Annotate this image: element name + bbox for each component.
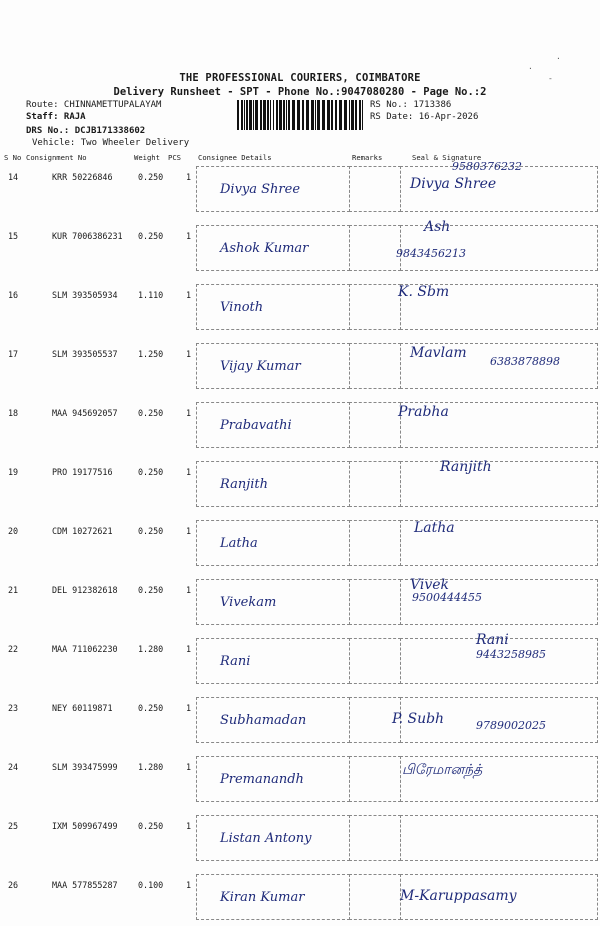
signature: பிரேமானந்த் (402, 762, 483, 778)
signature: Latha (414, 520, 455, 536)
table-row (0, 807, 600, 867)
remarks-box (349, 343, 401, 389)
remarks-box (349, 461, 401, 507)
barcode-bar (355, 100, 357, 130)
barcode-bar (273, 100, 274, 130)
table-row (0, 512, 600, 572)
barcode-bar (288, 100, 290, 130)
row-consignment: SLM 393475999 (52, 762, 118, 772)
row-weight: 0.250 (138, 172, 164, 182)
remarks-box (349, 874, 401, 920)
barcode-bar (255, 100, 258, 130)
row-weight: 0.250 (138, 585, 164, 595)
row-sno: 20 (8, 526, 19, 536)
row-sno: 16 (8, 290, 19, 300)
consignee-handwritten: Latha (220, 536, 258, 551)
signature-phone: 9500444455 (412, 591, 482, 604)
barcode-bar (331, 100, 333, 130)
consignee-handwritten: Ashok Kumar (220, 241, 309, 256)
signature-phone: 9843456213 (396, 247, 466, 260)
row-consignment: MAA 711062230 (52, 644, 118, 654)
row-pcs: 1 (186, 703, 192, 713)
row-pcs: 1 (186, 467, 192, 477)
consignee-handwritten: Divya Shree (220, 182, 301, 197)
signature-phone: 6383878898 (490, 355, 560, 368)
scan-speck: · (528, 64, 533, 73)
remarks-box (349, 284, 401, 330)
barcode-bar (246, 100, 248, 130)
row-consignment: KUR 7006386231 (52, 231, 123, 241)
remarks-box (349, 225, 401, 271)
row-pcs: 1 (186, 526, 192, 536)
barcode-bar (306, 100, 309, 130)
row-consignment: DEL 912382618 (52, 585, 118, 595)
row-sno: 26 (8, 880, 19, 890)
row-weight: 0.250 (138, 821, 164, 831)
company-title: THE PROFESSIONAL COURIERS, COIMBATORE (179, 72, 421, 84)
row-weight: 0.250 (138, 231, 164, 241)
barcode-bar (263, 100, 266, 130)
barcode-bar (322, 100, 325, 130)
barcode-bar (335, 100, 337, 130)
barcode-bar (302, 100, 304, 130)
barcode-bar (327, 100, 330, 130)
rs-number: RS No.: 1713386 (370, 100, 452, 110)
row-consignment: MAA 945692057 (52, 408, 118, 418)
row-consignment: IXM 509967499 (52, 821, 118, 831)
row-weight: 0.250 (138, 703, 164, 713)
row-consignment: SLM 393505537 (52, 349, 118, 359)
barcode-bar (339, 100, 342, 130)
row-pcs: 1 (186, 290, 192, 300)
signature-phone: 9580376232 (452, 160, 522, 173)
column-header-remarks: Remarks (352, 153, 383, 162)
barcode-bar (286, 100, 287, 130)
row-sno: 21 (8, 585, 19, 595)
column-header-consignment: Consignment No (26, 153, 87, 162)
row-sno: 22 (8, 644, 19, 654)
row-weight: 0.250 (138, 408, 164, 418)
row-sno: 15 (8, 231, 19, 241)
row-weight: 0.250 (138, 526, 164, 536)
consignee-handwritten: Premanandh (220, 772, 304, 787)
column-header-seal: Seal & Signature (412, 153, 482, 162)
signature-phone: 9443258985 (476, 648, 546, 661)
table-row (0, 217, 600, 277)
row-weight: 1.110 (138, 290, 164, 300)
row-consignment: NEY 60119871 (52, 703, 113, 713)
barcode-bar (283, 100, 285, 130)
remarks-box (349, 520, 401, 566)
table-row (0, 689, 600, 749)
signature: Divya Shree (410, 176, 497, 192)
barcode-bar (311, 100, 314, 130)
scan-speck: - (548, 74, 553, 83)
row-consignment: MAA 577855287 (52, 880, 118, 890)
table-row (0, 630, 600, 690)
consignee-handwritten: Vinoth (220, 300, 264, 315)
remarks-box (349, 579, 401, 625)
barcode-bar (292, 100, 295, 130)
barcode-bar (276, 100, 278, 130)
row-consignment: CDM 10272621 (52, 526, 113, 536)
row-consignment: SLM 393505934 (52, 290, 118, 300)
row-sno: 25 (8, 821, 19, 831)
row-consignment: PRO 19177516 (52, 467, 113, 477)
row-weight: 1.280 (138, 762, 164, 772)
column-header-sno: S No (4, 153, 22, 162)
barcode-bar (315, 100, 316, 130)
table-row (0, 394, 600, 454)
barcode-bar (279, 100, 282, 130)
barcode-bar (359, 100, 361, 130)
signature: Rani (476, 632, 509, 648)
barcode-bar (237, 100, 239, 130)
barcode-bar (349, 100, 350, 130)
row-pcs: 1 (186, 408, 192, 418)
barcode-bar (344, 100, 347, 130)
table-row (0, 158, 600, 218)
barcode-bar (362, 100, 363, 130)
signature: Mavlam (410, 345, 467, 361)
row-sno: 18 (8, 408, 19, 418)
table-row (0, 335, 600, 395)
signature: K. Sbm (398, 284, 450, 300)
column-header-pcs: PCS (168, 153, 181, 162)
signature: M-Karuppasamy (400, 888, 517, 904)
remarks-box (349, 815, 401, 861)
row-pcs: 1 (186, 880, 192, 890)
row-pcs: 1 (186, 821, 192, 831)
row-sno: 24 (8, 762, 19, 772)
consignee-handwritten: Subhamadan (220, 713, 307, 728)
consignee-handwritten: Vivekam (220, 595, 277, 610)
row-pcs: 1 (186, 172, 192, 182)
vehicle-label: Vehicle: Two Wheeler Delivery (32, 138, 190, 148)
row-sno: 23 (8, 703, 19, 713)
row-pcs: 1 (186, 762, 192, 772)
barcode (237, 100, 364, 130)
row-pcs: 1 (186, 585, 192, 595)
seal-box (400, 815, 598, 861)
table-row (0, 276, 600, 336)
row-pcs: 1 (186, 231, 192, 241)
barcode-bar (267, 100, 269, 130)
row-pcs: 1 (186, 644, 192, 654)
rs-date: RS Date: 16-Apr-2026 (370, 112, 479, 122)
row-sno: 14 (8, 172, 19, 182)
remarks-box (349, 756, 401, 802)
table-row (0, 453, 600, 513)
remarks-box (349, 402, 401, 448)
row-consignment: KRR 50226846 (52, 172, 113, 182)
consignee-handwritten: Listan Antony (220, 831, 312, 846)
seal-box (400, 461, 598, 507)
drs-label: DRS No.: DCJB171338602 (26, 126, 146, 136)
row-sno: 19 (8, 467, 19, 477)
column-header-consignee: Consignee Details (198, 153, 272, 162)
staff-label: Staff: RAJA (26, 112, 86, 122)
table-row (0, 748, 600, 808)
route-label: Route: CHINNAMETTUPALAYAM (26, 100, 162, 110)
scan-speck: · (556, 54, 561, 63)
remarks-box (349, 638, 401, 684)
consignee-handwritten: Prabavathi (220, 418, 292, 433)
barcode-bar (317, 100, 320, 130)
signature: P. Subh (392, 711, 445, 727)
barcode-bar (244, 100, 245, 130)
consignee-handwritten: Kiran Kumar (220, 890, 305, 905)
consignee-handwritten: Rani (220, 654, 251, 669)
signature: Ash (424, 219, 451, 235)
row-sno: 17 (8, 349, 19, 359)
barcode-bar (351, 100, 354, 130)
barcode-bar (241, 100, 243, 130)
signature: Prabha (398, 404, 449, 420)
row-weight: 0.100 (138, 880, 164, 890)
barcode-bar (297, 100, 300, 130)
column-header-weight: Weight (134, 153, 160, 162)
barcode-bar (270, 100, 271, 130)
remarks-box (349, 166, 401, 212)
barcode-bar (260, 100, 262, 130)
consignee-handwritten: Vijay Kumar (220, 359, 301, 374)
consignee-handwritten: Ranjith (220, 477, 268, 492)
row-weight: 1.250 (138, 349, 164, 359)
barcode-bar (249, 100, 252, 130)
table-row (0, 866, 600, 926)
row-pcs: 1 (186, 349, 192, 359)
signature: Ranjith (440, 459, 492, 475)
row-weight: 0.250 (138, 467, 164, 477)
table-row (0, 571, 600, 631)
signature-phone: 9789002025 (476, 719, 546, 732)
row-weight: 1.280 (138, 644, 164, 654)
runsheet-subtitle: Delivery Runsheet - SPT - Phone No.:9047080280 - Page No.:2 (113, 86, 487, 98)
signature: Vivek (410, 577, 450, 593)
barcode-bar (253, 100, 254, 130)
